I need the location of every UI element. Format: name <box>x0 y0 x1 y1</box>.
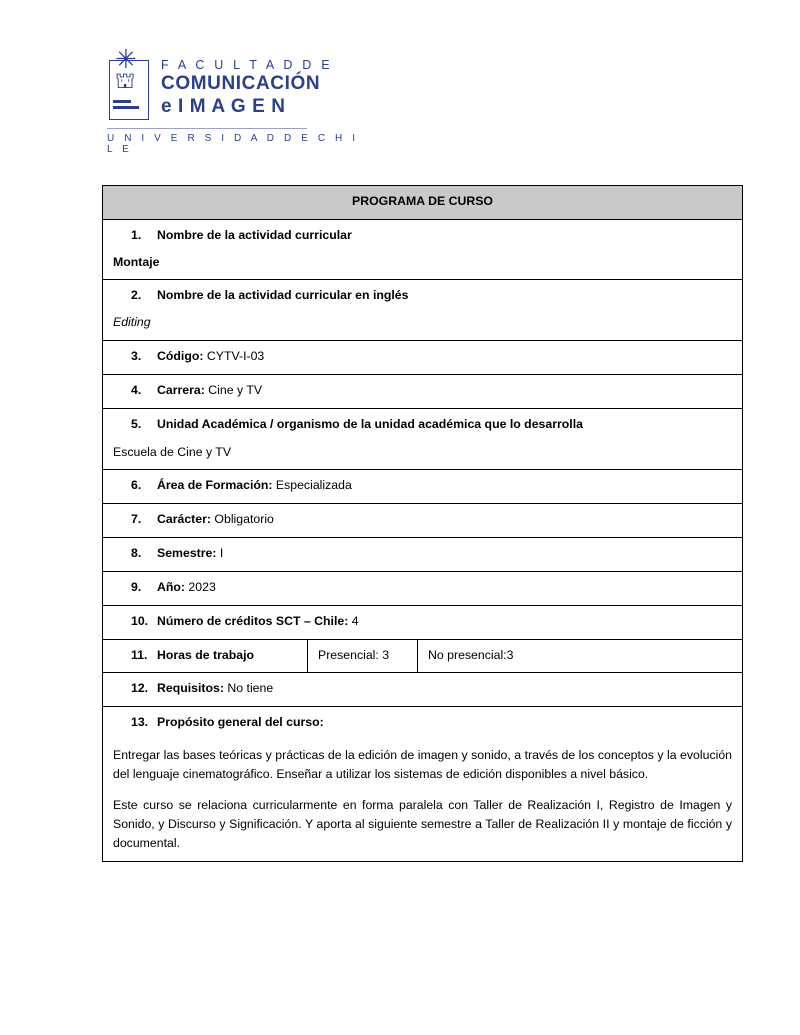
row-carrera <box>103 374 743 408</box>
logo-text <box>161 44 333 118</box>
row-5-label-line <box>113 416 732 434</box>
row-11-label-line <box>113 647 297 665</box>
row-9-label: Año: <box>157 579 185 594</box>
row-6-value: Especializada <box>275 478 352 493</box>
row-7-label: Carácter: <box>157 512 211 527</box>
table-row <box>103 673 743 707</box>
row-6-label-line <box>113 477 732 495</box>
row-13-paragraph-2: Este curso se relaciona curricularmente en forma paralela con Taller de Realización I, Registro de Imagen y Sonido, y Discurso y Significación. Y aporta al siguiente semestre a Taller de Realización II y montaje de ficción y documental. <box>113 798 733 851</box>
row-12-number: 12. <box>131 681 149 696</box>
table-row <box>103 341 743 375</box>
row-10-value: 4 <box>351 613 359 628</box>
row-11-no-presencial: No presencial:3 <box>418 639 743 673</box>
table-row <box>103 538 743 572</box>
row-horas-trabajo <box>103 639 308 673</box>
row-3-number: 3. <box>131 349 142 364</box>
row-8-number: 8. <box>131 546 142 561</box>
logo-row <box>105 44 365 122</box>
row-proposito-general <box>103 707 743 862</box>
row-semestre <box>103 538 743 572</box>
row-area-formacion <box>103 470 743 504</box>
table-row <box>103 504 743 538</box>
table-row <box>103 280 743 341</box>
row-11-number: 11. <box>131 647 148 662</box>
row-2-value: Editing <box>113 315 151 330</box>
table-row <box>103 571 743 605</box>
row-11-presencial: Presencial: 3 <box>308 639 418 673</box>
row-13-label-line <box>113 714 732 732</box>
row-3-label: Código: <box>157 349 204 364</box>
table-title: PROGRAMA DE CURSO <box>103 186 743 220</box>
row-8-value: I <box>219 546 224 561</box>
row-6-number: 6. <box>131 478 142 493</box>
row-requisitos <box>103 673 743 707</box>
row-10-label-line <box>113 613 732 631</box>
row-nombre-actividad <box>103 219 743 280</box>
logo-divider <box>107 128 307 129</box>
row-2-label-line <box>113 287 732 305</box>
row-13-number: 13. <box>131 715 149 730</box>
row-10-label: Número de créditos SCT – Chile: <box>157 613 349 628</box>
logo-line-university: U N I V E R S I D A D D E C H I L E <box>107 133 359 155</box>
row-ano <box>103 571 743 605</box>
logo-line-comunicacion: COMUNICACIÓN <box>161 73 321 94</box>
row-5-label: Unidad Académica / organismo de la unidad académica que lo desarrolla <box>157 416 583 431</box>
emblem-bar-one-icon <box>113 100 131 103</box>
table-row <box>103 408 743 470</box>
row-9-label-line <box>113 579 732 597</box>
row-7-value: Obligatorio <box>214 512 274 527</box>
row-8-label: Semestre: <box>157 546 217 561</box>
row-creditos <box>103 605 743 639</box>
table-row <box>103 707 743 862</box>
table-row <box>103 470 743 504</box>
row-9-value: 2023 <box>188 579 216 594</box>
logo-line-imagen: e I M A G E N <box>161 96 286 117</box>
row-7-number: 7. <box>131 512 142 527</box>
row-4-value: Cine y TV <box>208 382 263 397</box>
row-6-label: Área de Formación: <box>157 478 273 493</box>
row-1-value: Montaje <box>113 254 160 269</box>
row-8-label-line <box>113 545 732 563</box>
row-unidad-academica <box>103 408 743 470</box>
program-table <box>102 185 743 862</box>
row-10-number: 10. <box>131 613 149 628</box>
row-nombre-actividad-ingles <box>103 280 743 341</box>
table-row <box>103 639 743 673</box>
row-12-label-line <box>113 680 732 698</box>
university-emblem-icon <box>105 44 153 122</box>
row-13-paragraph-1: Entregar las bases teóricas y prácticas de la edición de imagen y sonido, a través de los conceptos y la evolución del lenguaje cinematográfico. Enseñar a utilizar los sistemas de edición disponibles a nivel básico. <box>113 748 733 782</box>
row-4-label: Carrera: <box>157 382 205 397</box>
row-1-label-line <box>113 227 732 245</box>
emblem-bar-two-icon <box>113 106 139 109</box>
emblem-glyph-icon: ⛫ <box>115 68 136 93</box>
row-13-label: Propósito general del curso: <box>157 715 324 730</box>
row-11-label: Horas de trabajo <box>157 647 255 662</box>
row-7-label-line <box>113 511 732 529</box>
row-12-label: Requisitos: <box>157 681 224 696</box>
faculty-logo <box>105 44 365 155</box>
table-row <box>103 374 743 408</box>
table-row <box>103 605 743 639</box>
row-5-number: 5. <box>131 416 142 431</box>
row-2-number: 2. <box>131 288 142 303</box>
row-1-label: Nombre de la actividad curricular <box>157 227 352 242</box>
row-1-number: 1. <box>131 227 142 242</box>
row-3-label-line <box>113 348 732 366</box>
row-5-value: Escuela de Cine y TV <box>113 444 232 459</box>
table-row <box>103 219 743 280</box>
logo-line-faculty: F A C U L T A D D E <box>161 58 333 72</box>
row-4-number: 4. <box>131 382 142 397</box>
row-caracter <box>103 504 743 538</box>
row-2-label: Nombre de la actividad curricular en inglés <box>157 288 409 303</box>
row-12-value: No tiene <box>227 681 274 696</box>
star-icon: ✳ <box>115 44 137 74</box>
row-4-label-line <box>113 382 732 400</box>
row-9-number: 9. <box>131 579 142 594</box>
table-header-row <box>103 186 743 220</box>
row-codigo <box>103 341 743 375</box>
row-3-value: CYTV-I-03 <box>206 349 265 364</box>
